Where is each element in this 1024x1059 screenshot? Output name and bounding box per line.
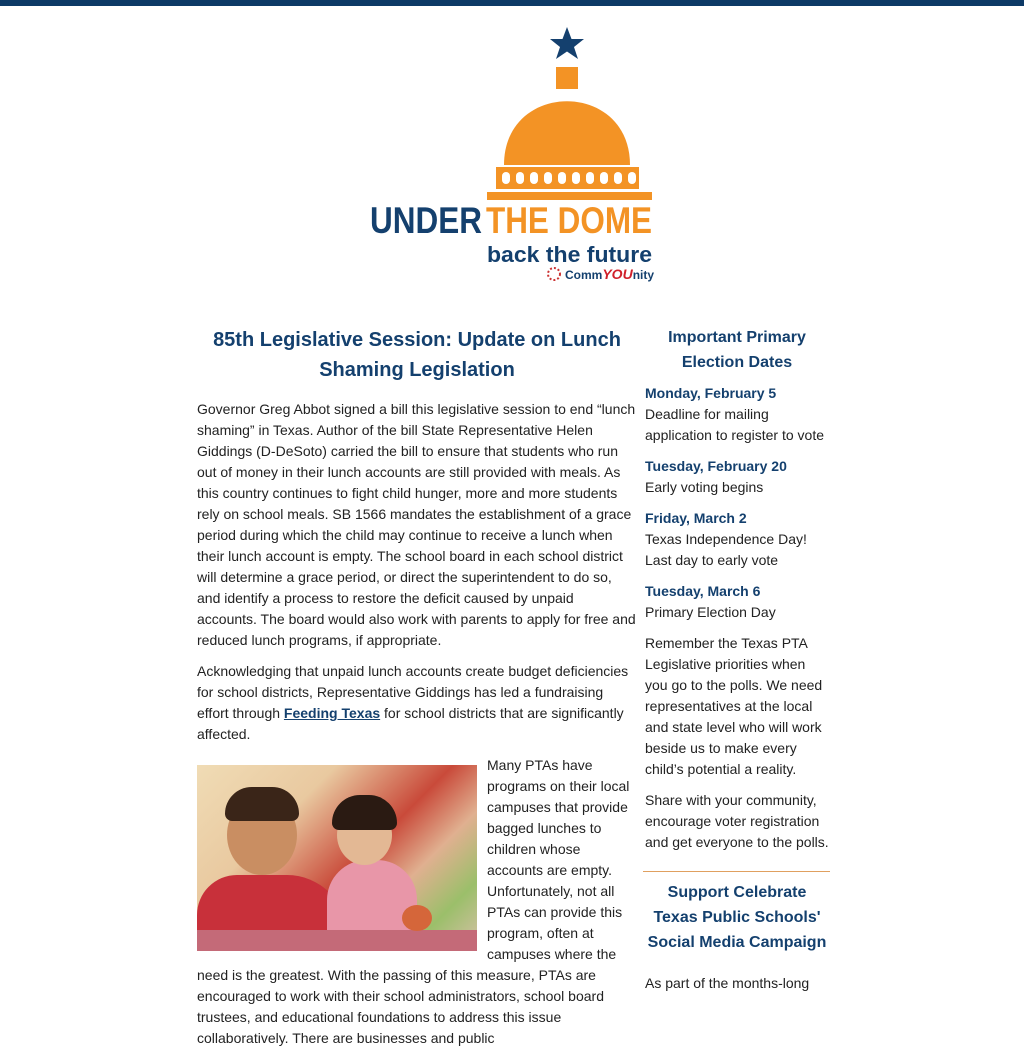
svg-text:back the future: back the future <box>487 242 652 267</box>
event-date: Monday, February 5 <box>645 385 777 401</box>
sidebar-title: Important Primary Election Dates <box>668 329 806 371</box>
event-date: Tuesday, February 20 <box>645 458 787 474</box>
star-icon <box>550 27 584 59</box>
article-title: 85th Legislative Session: Update on Lunch Shaming Legislation <box>213 329 621 381</box>
article-paragraph: Many PTAs have programs on their local campuses that provide bagged lunches to children whose accounts are empty. Unfortunately, not all PTAs can provide this program, often at campuses where the need is the greatest. With the passing of this measure, PTAs are encouraged to work with their school administrators, school board trustees, and educational foundations to address this issue collaboratively. There are businesses and public <box>197 757 630 1046</box>
event-text: Deadline for mailing application to register to vote <box>645 406 824 443</box>
svg-text:UNDER: UNDER <box>370 200 482 241</box>
svg-text:CommYOUnity: CommYOUnity <box>565 266 655 282</box>
election-date-item <box>645 581 829 623</box>
event-date: Tuesday, March 6 <box>645 583 761 599</box>
under-the-dome-logo <box>360 20 670 290</box>
feeding-texas-link[interactable]: Feeding Texas <box>283 705 381 721</box>
election-date-item <box>645 508 829 571</box>
article-paragraph: Governor Greg Abbot signed a bill this legislative session to end “lunch shaming” in Texas. Author of the bill State Representative Helen Giddings (D-DeSoto) carried the bill to ensure that students who run out of money in their lunch accounts are still provided with meals. As this country continues to fight child hunger, more and more students rely on school meals. SB 1566 mandates the establishment of a grace period during which the child may continue to receive a lunch when their lunch account is empty. The school board in each school district will determine a grace period, or direct the superintendent to do so, and identify a process to restore the deficit caused by unpaid accounts. The board would also work with parents to apply for free and reduced lunch programs, if appropriate. <box>197 401 636 648</box>
event-text: Texas Independence Day! Last day to early vote <box>645 531 807 568</box>
election-date-item <box>645 456 829 498</box>
article <box>197 325 637 1059</box>
event-text: Primary Election Day <box>645 604 776 620</box>
text: Acknowledging that unpaid lunch accounts create budget deficiencies for school districts, Representative Giddings has led a fundraising effort through <box>197 663 629 721</box>
sidebar <box>645 325 829 1004</box>
election-date-item <box>645 383 829 446</box>
sidebar-paragraph: Remember the Texas PTA Legislative priorities when you go to the polls. We need representatives at the local and state level who will work beside us to make every child’s potential a reality. <box>645 635 823 777</box>
sidebar-paragraph: Share with your community, encourage voter registration and get everyone to the polls. <box>645 792 829 850</box>
event-text: Early voting begins <box>645 479 764 495</box>
svg-text:THE DOME: THE DOME <box>486 200 652 241</box>
children-lunch-photo <box>197 765 477 951</box>
divider <box>643 871 830 872</box>
article-paragraph <box>197 661 637 745</box>
event-date: Friday, March 2 <box>645 510 747 526</box>
top-bar <box>0 0 1024 6</box>
text: for school districts that are significantly affected. <box>197 705 624 742</box>
sidebar-title-2: Support Celebrate Texas Public Schools' Social Media Campaign <box>647 884 827 951</box>
sidebar-paragraph: As part of the months-long <box>645 975 810 991</box>
